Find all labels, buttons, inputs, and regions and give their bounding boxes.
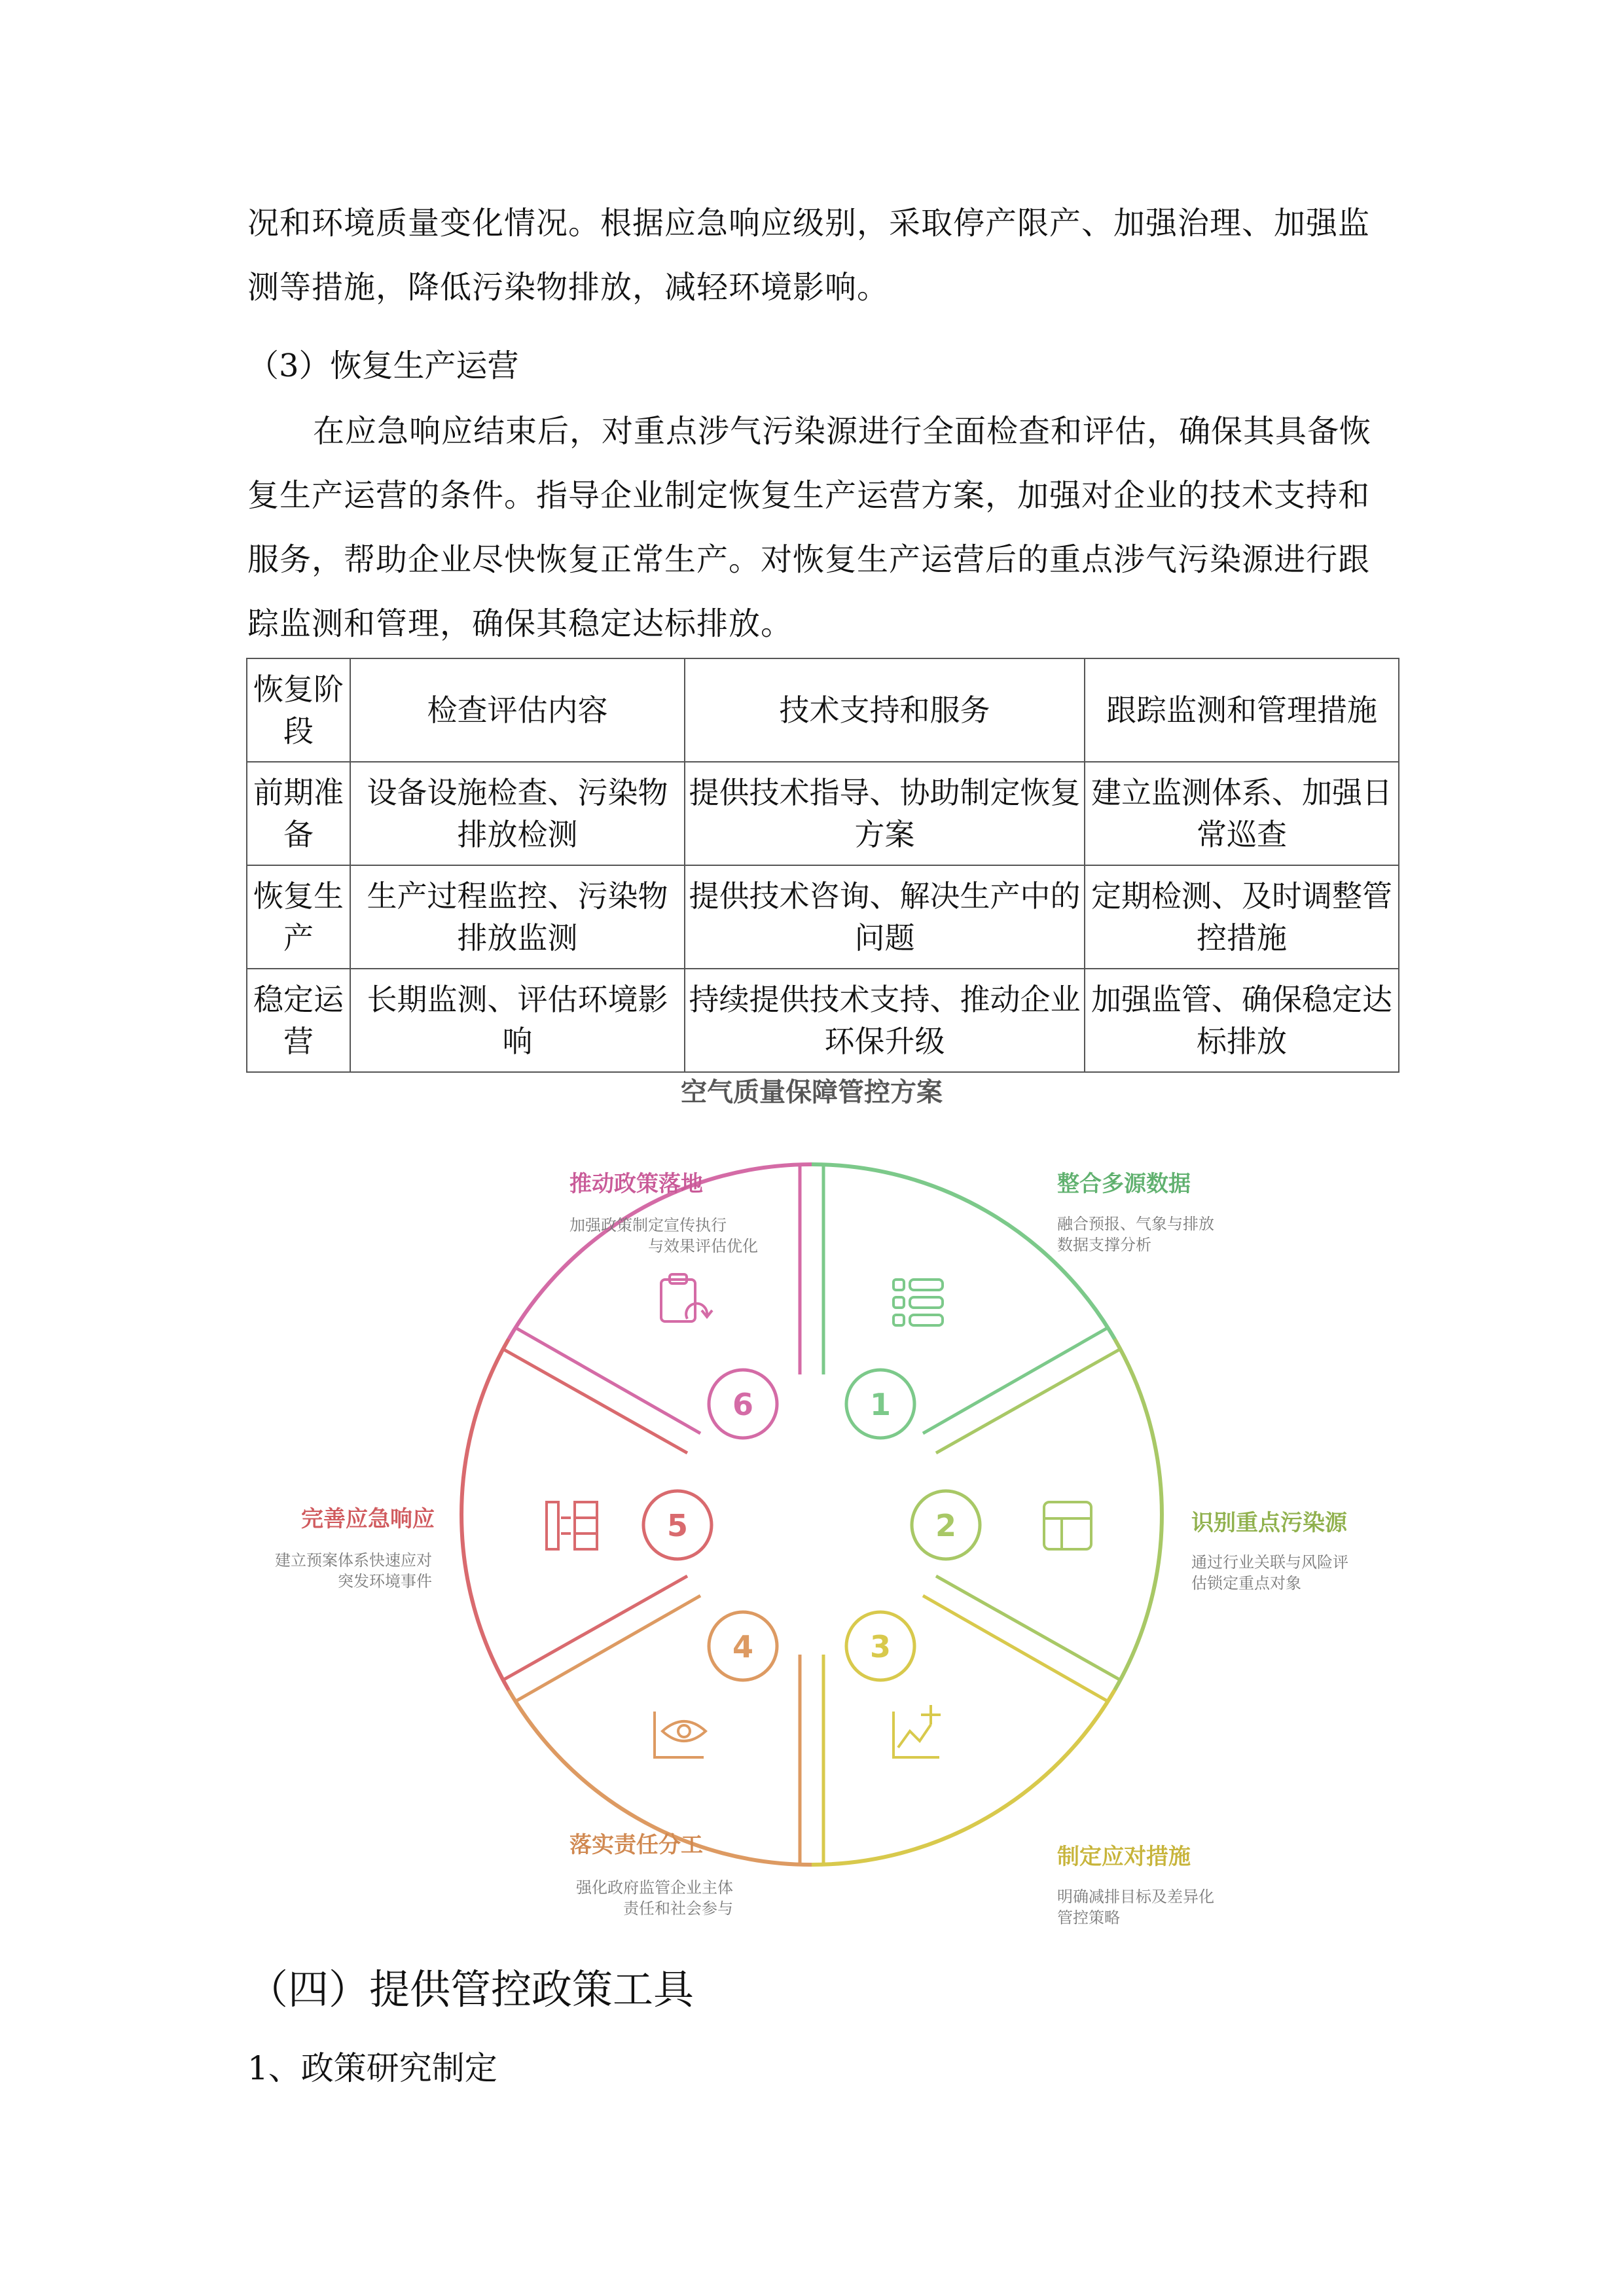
table-header-row xyxy=(247,658,1399,762)
list-icon xyxy=(893,1280,943,1325)
step-5-desc-1: 建立预案体系快速应对 xyxy=(275,1551,432,1570)
table-cell: 设备设施检查、污染物排放检测 xyxy=(350,762,685,865)
step-1-marker xyxy=(846,1370,914,1438)
table-cell: 长期监测、评估环境影响 xyxy=(350,969,685,1072)
section-heading-recovery: （3）恢复生产运营 xyxy=(247,348,519,384)
table-cell: 提供技术咨询、解决生产中的问题 xyxy=(685,865,1085,969)
step-3-marker xyxy=(846,1612,914,1680)
table-cell: 持续提供技术支持、推动企业环保升级 xyxy=(685,969,1085,1072)
step-2-title: 识别重点污染源 xyxy=(1191,1510,1347,1536)
table-header-cell: 技术支持和服务 xyxy=(685,658,1085,762)
step-5-marker xyxy=(643,1491,712,1559)
step-2-desc-2: 估锁定重点对象 xyxy=(1191,1574,1301,1592)
intro-paragraph: 况和环境质量变化情况。根据应急响应级别，采取停产限产、加强治理、加强监测等措施，降低污染物排放，减轻环境影响。 xyxy=(247,205,1371,306)
step-number: 4 xyxy=(732,1629,754,1664)
step-4-title: 落实责任分工 xyxy=(569,1832,703,1858)
section-heading-4: （四）提供管控政策工具 xyxy=(247,1965,695,2013)
step-5-desc-2: 突发环境事件 xyxy=(338,1572,432,1590)
table-cell: 前期准备 xyxy=(247,762,350,865)
step-4-desc-2: 责任和社会参与 xyxy=(623,1899,733,1918)
step-1-title: 整合多源数据 xyxy=(1057,1171,1191,1197)
step-4-marker xyxy=(709,1612,777,1680)
step-3-desc-1: 明确减排目标及差异化 xyxy=(1057,1888,1214,1906)
step-6-marker xyxy=(709,1370,777,1438)
step-6-title: 推动政策落地 xyxy=(569,1171,703,1197)
eye-chart-icon xyxy=(655,1712,706,1757)
table-header-cell: 恢复阶段 xyxy=(247,658,350,762)
control-plan-diagram xyxy=(236,1067,1388,1937)
ring-arc-3 xyxy=(812,1690,1115,1865)
columns-arrow-icon xyxy=(547,1502,597,1549)
chart-plus-icon xyxy=(893,1705,941,1757)
table-row xyxy=(247,762,1399,865)
step-number: 5 xyxy=(666,1508,689,1543)
table-cell: 恢复生产 xyxy=(247,865,350,969)
table-cell: 提供技术指导、协助制定恢复方案 xyxy=(685,762,1085,865)
recovery-paragraph: 在应急响应结束后，对重点涉气污染源进行全面检查和评估，确保其具备恢复生产运营的条件。指导企业制定恢复生产运营方案，加强对企业的技术支持和服务，帮助企业尽快恢复正常生产。对恢复生产运营后的重点涉气污染源进行跟踪监测和管理，确保其稳定达标排放。 xyxy=(247,413,1372,642)
step-number: 2 xyxy=(935,1508,957,1543)
ring-arc-5 xyxy=(461,1339,509,1690)
outer-ring xyxy=(461,1164,1162,1865)
step-1-desc-1: 融合预报、气象与排放 xyxy=(1057,1215,1214,1233)
ring-arc-2 xyxy=(1115,1339,1162,1690)
recovery-table xyxy=(246,658,1399,1073)
table-cell: 加强监管、确保稳定达标排放 xyxy=(1085,969,1399,1072)
step-6-desc-1: 加强政策制定宣传执行 xyxy=(569,1216,727,1234)
step-number: 3 xyxy=(869,1629,892,1664)
step-1-desc-2: 数据支撑分析 xyxy=(1057,1236,1151,1254)
table-cell: 生产过程监控、污染物排放监测 xyxy=(350,865,685,969)
step-3-title: 制定应对措施 xyxy=(1057,1844,1191,1870)
step-6-desc-2: 与效果评估优化 xyxy=(648,1237,758,1255)
table-cell: 定期检测、及时调整管控措施 xyxy=(1085,865,1399,969)
table-row xyxy=(247,969,1399,1072)
step-number: 1 xyxy=(869,1387,892,1422)
table-cell: 稳定运营 xyxy=(247,969,350,1072)
layout-icon xyxy=(1044,1502,1091,1549)
diagram-title: 空气质量保障管控方案 xyxy=(681,1077,943,1107)
section-heading-5: 1、政策研究制定 xyxy=(247,2049,497,2087)
table-header-cell: 检查评估内容 xyxy=(350,658,685,762)
table-row xyxy=(247,865,1399,969)
step-3-desc-2: 管控策略 xyxy=(1057,1909,1120,1927)
step-2-marker xyxy=(912,1491,980,1559)
step-5-title: 完善应急响应 xyxy=(301,1506,435,1532)
clipboard-refresh-icon xyxy=(661,1274,712,1321)
table-header-cell: 跟踪监测和管理措施 xyxy=(1085,658,1399,762)
step-2-desc-1: 通过行业关联与风险评 xyxy=(1191,1553,1348,1571)
table-cell: 建立监测体系、加强日常巡查 xyxy=(1085,762,1399,865)
step-4-desc-1: 强化政府监管企业主体 xyxy=(576,1878,733,1897)
step-number: 6 xyxy=(732,1387,754,1422)
